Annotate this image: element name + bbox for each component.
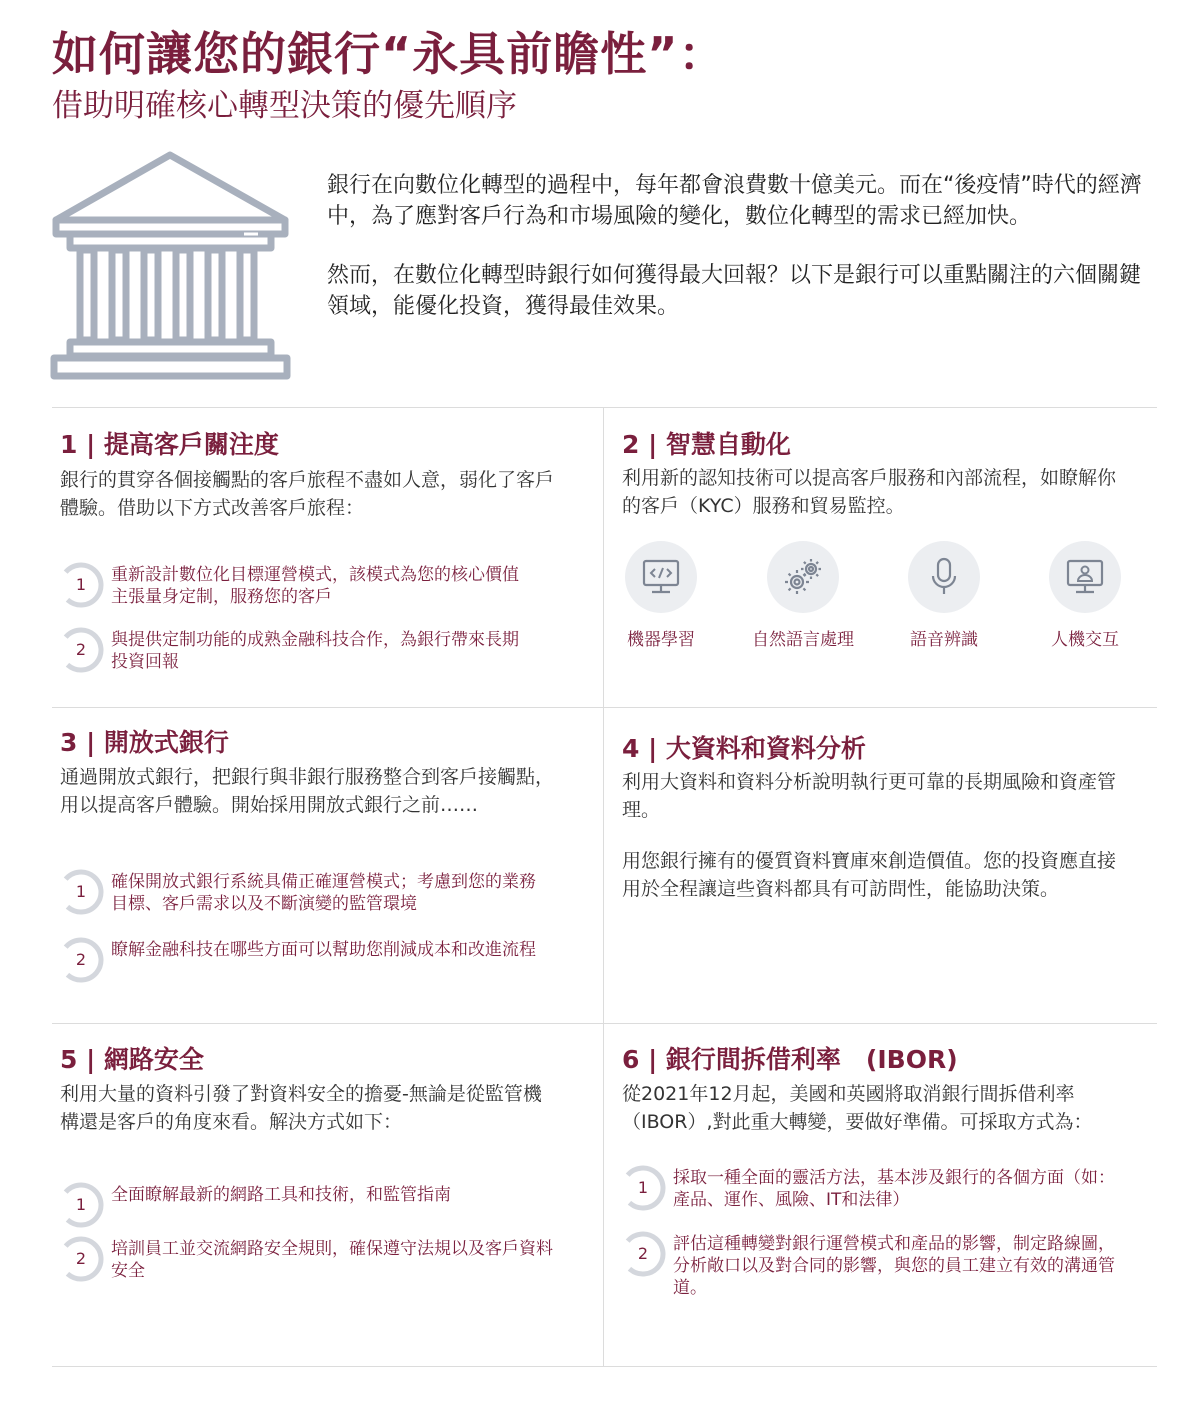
step-text: 培訓員工並交流網路安全規則，確保遵守法規以及客戶資料安全 bbox=[111, 1239, 553, 1281]
section-title: 5 | 網路安全 bbox=[60, 1045, 204, 1074]
list-item bbox=[620, 1165, 1120, 1211]
step-number: 1 bbox=[75, 882, 87, 901]
section-title: 2 | 智慧自動化 bbox=[622, 430, 791, 459]
list-item bbox=[58, 1182, 568, 1228]
step-number: 1 bbox=[637, 1178, 649, 1197]
list-item bbox=[58, 562, 528, 608]
list-item bbox=[58, 869, 548, 915]
step-badge bbox=[58, 562, 104, 608]
list-item bbox=[58, 937, 548, 983]
section-title: 4 | 大資料和資料分析 bbox=[622, 734, 866, 763]
step-badge bbox=[58, 1236, 104, 1282]
step-number: 2 bbox=[75, 640, 87, 659]
divider-bottom bbox=[52, 1366, 1157, 1367]
feature-label: 自然語言處理 bbox=[752, 630, 854, 650]
section-title: 6 | 銀行間拆借利率 (IBOR) bbox=[622, 1045, 958, 1074]
feature-circle bbox=[908, 541, 980, 613]
section-text: 利用大量的資料引發了對資料安全的擔憂-無論是從監管機構還是客戶的角度來看。解決方式如下： bbox=[60, 1083, 542, 1133]
step-number: 2 bbox=[637, 1244, 649, 1263]
gears-icon bbox=[782, 556, 824, 598]
step-number: 1 bbox=[75, 575, 87, 594]
feature-machine-learning bbox=[596, 541, 726, 650]
step-number: 1 bbox=[75, 1195, 87, 1214]
feature-label: 語音辨識 bbox=[910, 630, 978, 650]
section-title: 1 | 提高客戶關注度 bbox=[60, 430, 279, 459]
step-text: 重新設計數位化目標運營模式，該模式為您的核心價值主張量身定制，服務您的客戶 bbox=[111, 565, 519, 607]
feature-label: 機器學習 bbox=[627, 630, 695, 650]
divider-row-2 bbox=[52, 1023, 1157, 1024]
step-number: 2 bbox=[75, 950, 87, 969]
page-title: 如何讓您的銀行“永具前瞻性”： bbox=[52, 27, 726, 81]
divider-row-1 bbox=[52, 707, 1157, 708]
microphone-icon bbox=[929, 556, 959, 598]
feature-label: 人機交互 bbox=[1051, 630, 1119, 650]
feature-human-computer-interaction bbox=[1020, 541, 1150, 650]
step-text: 採取一種全面的靈活方法，基本涉及銀行的各個方面（如：產品、運作、風險、IT和法律） bbox=[673, 1168, 1115, 1210]
intro-paragraph-2: 然而，在數位化轉型時銀行如何獲得最大回報？以下是銀行可以重點關注的六個關鍵領域，能優化投資，獲得最佳效果。 bbox=[327, 263, 1142, 319]
step-number: 2 bbox=[75, 1249, 87, 1268]
step-text: 瞭解金融科技在哪些方面可以幫助您削減成本和改進流程 bbox=[111, 940, 536, 960]
section-title: 3 | 開放式銀行 bbox=[60, 728, 229, 757]
bank-building-icon bbox=[48, 150, 293, 382]
step-badge bbox=[58, 1182, 104, 1228]
list-item bbox=[58, 1236, 568, 1282]
feature-speech-recognition bbox=[879, 541, 1009, 650]
page-subtitle: 借助明確核心轉型決策的優先順序 bbox=[52, 88, 517, 124]
section-text: 通過開放式銀行，把銀行與非銀行服務整合到客戶接觸點，用以提高客戶體驗。開始採用開放式銀行之前…… bbox=[60, 766, 555, 816]
step-text: 評估這種轉變對銀行運營模式和產品的影響，制定路線圖，分析敞口以及對合同的影響，與您的員工建立有效的溝通管道。 bbox=[673, 1234, 1115, 1298]
divider-top bbox=[52, 407, 1157, 408]
feature-circle bbox=[625, 541, 697, 613]
feature-circle bbox=[767, 541, 839, 613]
list-item bbox=[620, 1231, 1120, 1299]
step-text: 與提供定制功能的成熟金融科技合作，為銀行帶來長期投資回報 bbox=[111, 630, 519, 672]
list-item bbox=[58, 627, 528, 673]
step-badge bbox=[58, 627, 104, 673]
intro-paragraph-1: 銀行在向數位化轉型的過程中，每年都會浪費數十億美元。而在“後疫情”時代的經濟中，為了應對客戶行為和市場風險的變化，數位化轉型的需求已經加快。 bbox=[327, 173, 1142, 229]
section-text-secondary: 用您銀行擁有的優質資料寶庫來創造價值。您的投資應直接用於全程讓這些資料都具有可訪問性，能協助決策。 bbox=[622, 850, 1117, 900]
step-badge bbox=[58, 937, 104, 983]
feature-nlp bbox=[738, 541, 868, 650]
section-text: 銀行的貫穿各個接觸點的客戶旅程不盡如人意，弱化了客戶體驗。借助以下方式改善客戶旅程： bbox=[60, 469, 555, 519]
section-text: 利用大資料和資料分析說明執行更可靠的長期風險和資產管理。 bbox=[622, 771, 1117, 821]
user-monitor-icon bbox=[1065, 558, 1105, 596]
step-text: 全面瞭解最新的網路工具和技術，和監管指南 bbox=[111, 1185, 451, 1205]
section-text: 利用新的認知技術可以提高客戶服務和內部流程，如瞭解你的客戶（KYC）服務和貿易監控。 bbox=[622, 467, 1117, 517]
step-badge bbox=[620, 1165, 666, 1211]
intro-text bbox=[327, 170, 1147, 322]
code-monitor-icon bbox=[641, 558, 681, 596]
step-badge bbox=[620, 1231, 666, 1277]
section-text: 從2021年12月起，美國和英國將取消銀行間拆借利率（IBOR）,對此重大轉變，要做好準備。可採取方式為： bbox=[622, 1083, 1093, 1133]
step-text: 確保開放式銀行系統具備正確運營模式；考慮到您的業務目標、客戶需求以及不斷演變的監管環境 bbox=[111, 872, 536, 914]
feature-circle bbox=[1049, 541, 1121, 613]
step-badge bbox=[58, 869, 104, 915]
